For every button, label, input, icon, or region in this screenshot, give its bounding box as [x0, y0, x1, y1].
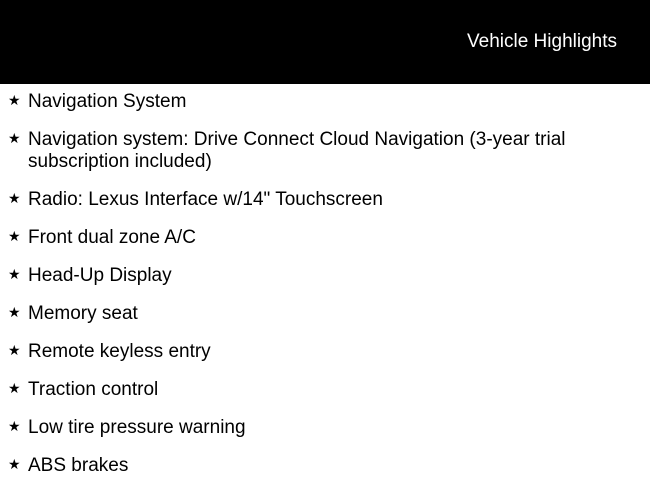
list-item-label: ABS brakes [28, 455, 129, 476]
list-item-label: Front dual zone A/C [28, 227, 196, 248]
star-icon: ★ [8, 93, 21, 109]
list-item-label: Head-Up Display [28, 265, 172, 286]
list-item-label: Remote keyless entry [28, 341, 211, 362]
list-item [0, 379, 650, 401]
star-icon: ★ [8, 191, 21, 207]
star-icon: ★ [8, 229, 21, 245]
list-item [0, 341, 650, 363]
star-icon: ★ [8, 419, 21, 435]
list-item [0, 303, 650, 325]
star-icon: ★ [8, 381, 21, 397]
list-item-label: Low tire pressure warning [28, 417, 246, 438]
list-item-label: Memory seat [28, 303, 138, 324]
list-item-label: Navigation system: Drive Connect Cloud Navigation (3-year trial subscription included) [28, 129, 566, 172]
list-item-label: Traction control [28, 379, 159, 400]
star-icon: ★ [8, 267, 21, 283]
star-icon: ★ [8, 305, 21, 321]
page-header [0, 0, 650, 84]
list-item [0, 417, 650, 439]
page-title: Vehicle Highlights [467, 31, 617, 52]
star-icon: ★ [8, 457, 21, 473]
star-icon: ★ [8, 343, 21, 359]
list-item-label: Radio: Lexus Interface w/14" Touchscreen [28, 189, 383, 210]
list-item [0, 455, 650, 477]
list-item-label: Navigation System [28, 91, 187, 112]
star-icon: ★ [8, 131, 21, 147]
highlights-list [0, 91, 650, 493]
list-item [0, 265, 650, 287]
list-item [0, 227, 650, 249]
list-item [0, 91, 650, 113]
list-item [0, 129, 650, 173]
list-item [0, 189, 650, 211]
